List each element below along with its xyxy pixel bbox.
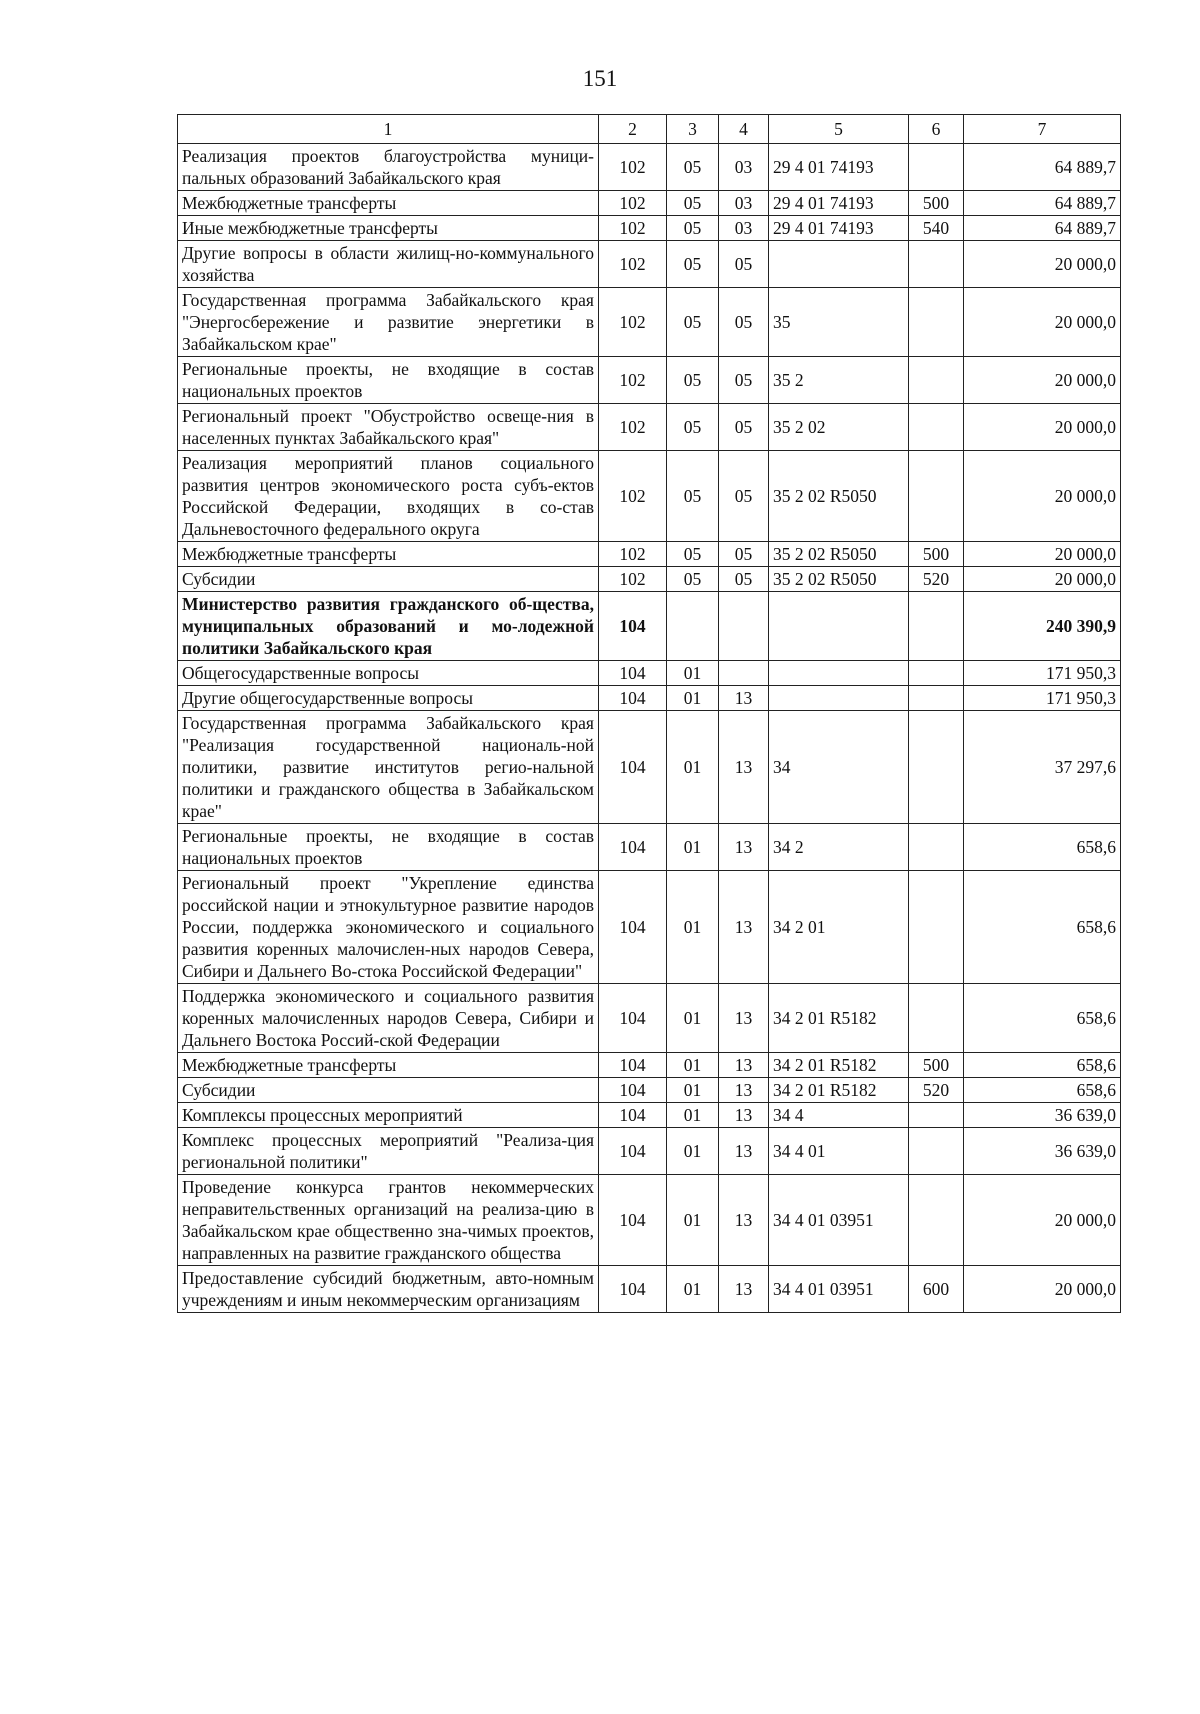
cell-ministry-code: 104	[599, 1103, 667, 1128]
cell-target-article: 34 4 01	[769, 1128, 909, 1175]
cell-subsection: 13	[719, 1078, 769, 1103]
cell-amount: 36 639,0	[964, 1103, 1121, 1128]
cell-expense-type	[909, 592, 964, 661]
cell-expense-type: 540	[909, 216, 964, 241]
cell-name: Межбюджетные трансферты	[178, 191, 599, 216]
cell-name: Субсидии	[178, 567, 599, 592]
table-row	[178, 1266, 1121, 1313]
table-row	[178, 686, 1121, 711]
cell-name: Межбюджетные трансферты	[178, 542, 599, 567]
cell-target-article: 34 2	[769, 824, 909, 871]
cell-ministry-code: 104	[599, 824, 667, 871]
cell-subsection: 13	[719, 1266, 769, 1313]
cell-ministry-code: 102	[599, 542, 667, 567]
cell-section: 05	[667, 542, 719, 567]
cell-section: 05	[667, 357, 719, 404]
cell-section: 05	[667, 191, 719, 216]
cell-name: Предоставление субсидий бюджетным, авто-номным учреждениям и иным некоммерческим организациям	[178, 1266, 599, 1313]
cell-expense-type: 520	[909, 567, 964, 592]
cell-subsection: 05	[719, 567, 769, 592]
cell-name: Государственная программа Забайкальского края "Реализация государственной националь-ной политики, развитие институтов регио-нальной политики и гражданского общества в Забайкальском крае"	[178, 711, 599, 824]
cell-section: 05	[667, 451, 719, 542]
table-row	[178, 542, 1121, 567]
cell-ministry-code: 104	[599, 1053, 667, 1078]
cell-ministry-code: 102	[599, 357, 667, 404]
cell-target-article: 34	[769, 711, 909, 824]
cell-name: Субсидии	[178, 1078, 599, 1103]
cell-name: Общегосударственные вопросы	[178, 661, 599, 686]
cell-name: Другие общегосударственные вопросы	[178, 686, 599, 711]
cell-subsection	[719, 592, 769, 661]
cell-expense-type	[909, 1175, 964, 1266]
cell-section: 05	[667, 404, 719, 451]
header-col-1: 1	[178, 115, 599, 144]
cell-section: 01	[667, 1128, 719, 1175]
header-col-3: 3	[667, 115, 719, 144]
cell-expense-type	[909, 871, 964, 984]
cell-subsection: 13	[719, 1175, 769, 1266]
cell-ministry-code: 104	[599, 1128, 667, 1175]
table-row	[178, 1053, 1121, 1078]
cell-ministry-code: 102	[599, 241, 667, 288]
table-row	[178, 592, 1121, 661]
cell-section: 01	[667, 871, 719, 984]
cell-target-article: 29 4 01 74193	[769, 144, 909, 191]
cell-target-article: 34 2 01 R5182	[769, 984, 909, 1053]
table-row	[178, 984, 1121, 1053]
table-row	[178, 144, 1121, 191]
cell-section: 05	[667, 567, 719, 592]
cell-subsection: 05	[719, 451, 769, 542]
cell-ministry-code: 104	[599, 1266, 667, 1313]
cell-expense-type: 500	[909, 1053, 964, 1078]
cell-section: 01	[667, 661, 719, 686]
cell-name: Региональные проекты, не входящие в состав национальных проектов	[178, 357, 599, 404]
cell-name: Комплексы процессных мероприятий	[178, 1103, 599, 1128]
cell-name: Другие вопросы в области жилищ-но-коммунального хозяйства	[178, 241, 599, 288]
cell-section: 01	[667, 711, 719, 824]
cell-expense-type: 520	[909, 1078, 964, 1103]
cell-name: Комплекс процессных мероприятий "Реализа-ция региональной политики"	[178, 1128, 599, 1175]
cell-ministry-code: 102	[599, 451, 667, 542]
cell-expense-type	[909, 451, 964, 542]
cell-name: Региональный проект "Обустройство освеще-ния в населенных пунктах Забайкальского края"	[178, 404, 599, 451]
cell-expense-type	[909, 824, 964, 871]
cell-target-article: 35 2	[769, 357, 909, 404]
cell-target-article: 29 4 01 74193	[769, 216, 909, 241]
cell-name: Проведение конкурса грантов некоммерческих неправительственных организаций на реализа-цию в Забайкальском крае общественно зна-чимых проектов, направленных на развитие гражданского общества	[178, 1175, 599, 1266]
cell-expense-type: 500	[909, 542, 964, 567]
cell-name: Министерство развития гражданского об-щества, муниципальных образований и мо-лодежной политики Забайкальского края	[178, 592, 599, 661]
cell-target-article: 34 4 01 03951	[769, 1175, 909, 1266]
table-row	[178, 1175, 1121, 1266]
cell-target-article	[769, 661, 909, 686]
cell-section: 05	[667, 144, 719, 191]
cell-amount: 64 889,7	[964, 191, 1121, 216]
cell-amount: 64 889,7	[964, 216, 1121, 241]
cell-name: Региональные проекты, не входящие в состав национальных проектов	[178, 824, 599, 871]
cell-target-article: 34 2 01	[769, 871, 909, 984]
cell-section	[667, 592, 719, 661]
header-col-4: 4	[719, 115, 769, 144]
cell-expense-type	[909, 984, 964, 1053]
cell-subsection: 05	[719, 241, 769, 288]
cell-expense-type	[909, 241, 964, 288]
cell-target-article: 34 4	[769, 1103, 909, 1128]
cell-subsection: 03	[719, 191, 769, 216]
cell-target-article: 35	[769, 288, 909, 357]
cell-expense-type: 500	[909, 191, 964, 216]
cell-subsection: 13	[719, 984, 769, 1053]
cell-amount: 658,6	[964, 984, 1121, 1053]
cell-target-article	[769, 241, 909, 288]
table-row	[178, 241, 1121, 288]
header-col-2: 2	[599, 115, 667, 144]
cell-amount: 20 000,0	[964, 288, 1121, 357]
cell-amount: 20 000,0	[964, 404, 1121, 451]
cell-amount: 20 000,0	[964, 357, 1121, 404]
cell-expense-type	[909, 144, 964, 191]
table-row	[178, 216, 1121, 241]
cell-amount: 240 390,9	[964, 592, 1121, 661]
table-row	[178, 824, 1121, 871]
cell-subsection: 13	[719, 1053, 769, 1078]
cell-name: Реализация проектов благоустройства муници-пальных образований Забайкальского края	[178, 144, 599, 191]
cell-expense-type	[909, 357, 964, 404]
cell-target-article: 35 2 02 R5050	[769, 451, 909, 542]
cell-amount: 37 297,6	[964, 711, 1121, 824]
cell-target-article: 34 4 01 03951	[769, 1266, 909, 1313]
cell-amount: 658,6	[964, 1053, 1121, 1078]
cell-amount: 36 639,0	[964, 1128, 1121, 1175]
cell-subsection: 13	[719, 1103, 769, 1128]
cell-name: Региональный проект "Укрепление единства российской нации и этнокультурное развитие народов России, поддержка экономического и социального развития коренных малочислен-ных народов Севера, Сибири и Дальнего Во-стока Российской Федерации"	[178, 871, 599, 984]
cell-expense-type	[909, 661, 964, 686]
cell-section: 01	[667, 1175, 719, 1266]
table-row	[178, 357, 1121, 404]
cell-ministry-code: 104	[599, 711, 667, 824]
cell-name: Реализация мероприятий планов социального развития центров экономического роста субъ-ектов Российской Федерации, входящих в со-став Дальневосточного федерального округа	[178, 451, 599, 542]
cell-target-article: 29 4 01 74193	[769, 191, 909, 216]
cell-subsection: 03	[719, 144, 769, 191]
cell-amount: 171 950,3	[964, 661, 1121, 686]
table-row	[178, 1078, 1121, 1103]
table-row	[178, 288, 1121, 357]
cell-name: Иные межбюджетные трансферты	[178, 216, 599, 241]
cell-amount: 658,6	[964, 871, 1121, 984]
header-col-7: 7	[964, 115, 1121, 144]
cell-section: 01	[667, 1053, 719, 1078]
table-row	[178, 404, 1121, 451]
cell-expense-type	[909, 711, 964, 824]
cell-ministry-code: 104	[599, 871, 667, 984]
cell-target-article: 35 2 02 R5050	[769, 542, 909, 567]
table-row	[178, 1103, 1121, 1128]
cell-section: 01	[667, 1078, 719, 1103]
header-col-5: 5	[769, 115, 909, 144]
cell-section: 01	[667, 1103, 719, 1128]
table-row	[178, 711, 1121, 824]
cell-target-article	[769, 686, 909, 711]
cell-ministry-code: 102	[599, 191, 667, 216]
cell-section: 05	[667, 216, 719, 241]
cell-amount: 171 950,3	[964, 686, 1121, 711]
cell-ministry-code: 104	[599, 1175, 667, 1266]
cell-amount: 20 000,0	[964, 1266, 1121, 1313]
cell-amount: 658,6	[964, 824, 1121, 871]
cell-subsection: 13	[719, 824, 769, 871]
cell-amount: 20 000,0	[964, 542, 1121, 567]
cell-expense-type: 600	[909, 1266, 964, 1313]
cell-section: 01	[667, 686, 719, 711]
cell-amount: 658,6	[964, 1078, 1121, 1103]
table-body	[178, 144, 1121, 1313]
cell-ministry-code: 102	[599, 404, 667, 451]
table-row	[178, 567, 1121, 592]
budget-table	[177, 114, 1121, 1313]
cell-subsection: 13	[719, 686, 769, 711]
cell-ministry-code: 104	[599, 592, 667, 661]
cell-subsection	[719, 661, 769, 686]
cell-subsection: 05	[719, 357, 769, 404]
cell-subsection: 13	[719, 711, 769, 824]
cell-name: Поддержка экономического и социального развития коренных малочисленных народов Севера, Сибири и Дальнего Востока Россий-ской Федерации	[178, 984, 599, 1053]
cell-ministry-code: 104	[599, 661, 667, 686]
table-row	[178, 451, 1121, 542]
cell-amount: 20 000,0	[964, 1175, 1121, 1266]
table-row	[178, 871, 1121, 984]
cell-amount: 20 000,0	[964, 241, 1121, 288]
cell-expense-type	[909, 1128, 964, 1175]
cell-section: 05	[667, 288, 719, 357]
cell-ministry-code: 102	[599, 567, 667, 592]
cell-target-article: 35 2 02	[769, 404, 909, 451]
header-col-6: 6	[909, 115, 964, 144]
cell-expense-type	[909, 404, 964, 451]
cell-target-article: 34 2 01 R5182	[769, 1078, 909, 1103]
cell-ministry-code: 104	[599, 1078, 667, 1103]
page-number: 151	[582, 66, 618, 91]
cell-subsection: 13	[719, 871, 769, 984]
cell-subsection: 05	[719, 542, 769, 567]
cell-expense-type	[909, 288, 964, 357]
cell-ministry-code: 104	[599, 984, 667, 1053]
cell-amount: 64 889,7	[964, 144, 1121, 191]
cell-target-article: 35 2 02 R5050	[769, 567, 909, 592]
cell-target-article	[769, 592, 909, 661]
cell-subsection: 03	[719, 216, 769, 241]
cell-ministry-code: 102	[599, 144, 667, 191]
cell-section: 01	[667, 984, 719, 1053]
cell-expense-type	[909, 1103, 964, 1128]
cell-amount: 20 000,0	[964, 451, 1121, 542]
cell-ministry-code: 102	[599, 288, 667, 357]
header-row	[178, 115, 1121, 144]
table-row	[178, 661, 1121, 686]
cell-amount: 20 000,0	[964, 567, 1121, 592]
cell-target-article: 34 2 01 R5182	[769, 1053, 909, 1078]
cell-name: Межбюджетные трансферты	[178, 1053, 599, 1078]
cell-subsection: 13	[719, 1128, 769, 1175]
cell-ministry-code: 104	[599, 686, 667, 711]
table-row	[178, 1128, 1121, 1175]
cell-section: 01	[667, 824, 719, 871]
cell-subsection: 05	[719, 288, 769, 357]
cell-section: 05	[667, 241, 719, 288]
table-row	[178, 191, 1121, 216]
cell-ministry-code: 102	[599, 216, 667, 241]
cell-expense-type	[909, 686, 964, 711]
cell-section: 01	[667, 1266, 719, 1313]
cell-name: Государственная программа Забайкальского края "Энергосбережение и развитие энергетики в Забайкальском крае"	[178, 288, 599, 357]
cell-subsection: 05	[719, 404, 769, 451]
